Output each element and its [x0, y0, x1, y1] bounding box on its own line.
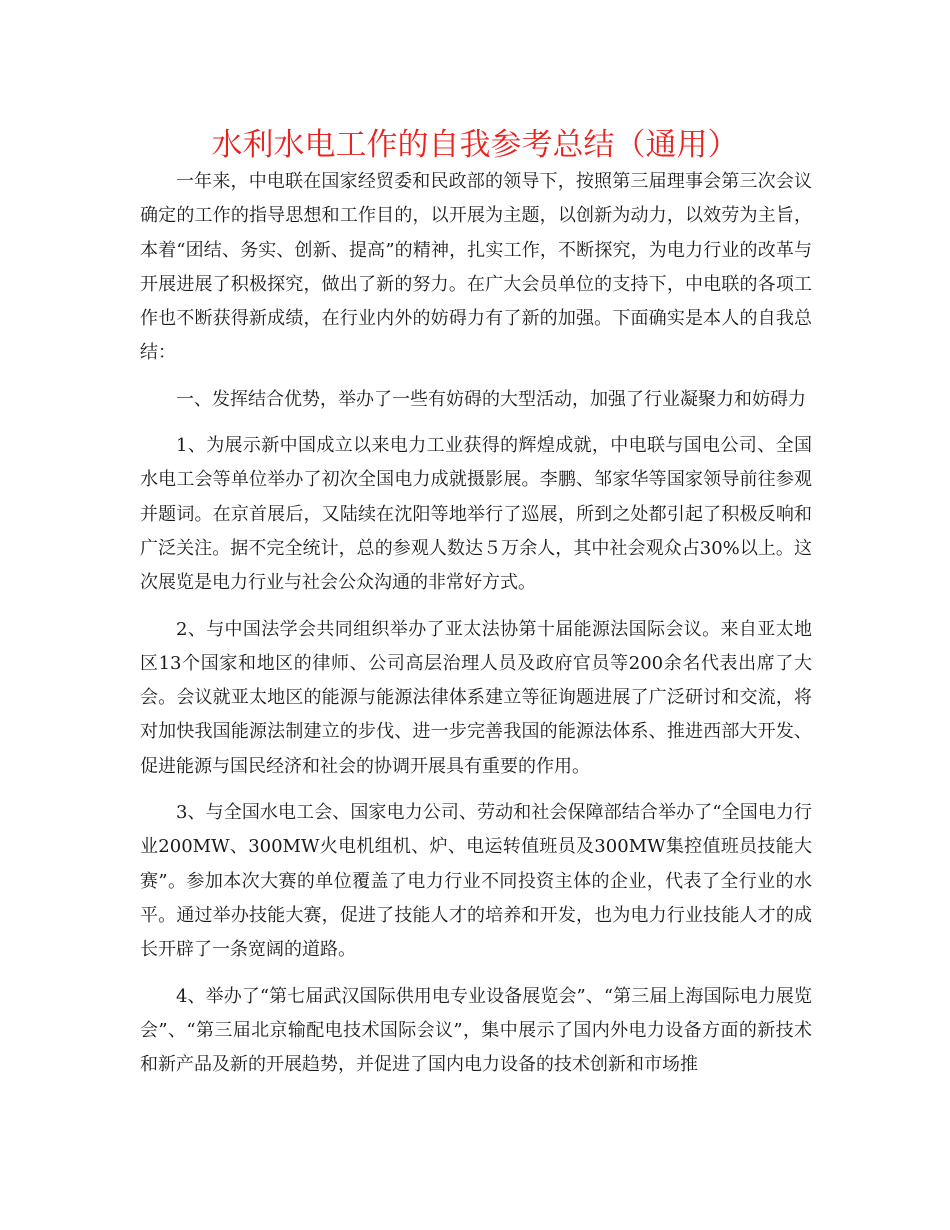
intro-paragraph: 一年来，中电联在国家经贸委和民政部的领导下，按照第三届理事会第三次会议确定的工作的指导思想和工作目的，以开展为主题，以创新为动力，以效劳为主旨，本着“团结、务实、创新、提高”的精神，扎实工作，不断探究，为电力行业的改革与开展进展了积极探究，做出了新的努力。在广大会员单位的支持下，中电联的各项工作也不断获得新成绩，在行业内外的妨碍力有了新的加强。下面确实是本人的自我总结：	[140, 171, 812, 364]
section-heading-1: 一、发挥结合优势，举办了一些有妨碍的大型活动，加强了行业凝聚力和妨碍力	[176, 388, 806, 410]
item-paragraph-4: 4、举办了“第七届武汉国际供用电专业设备展览会”、“第三届上海国际电力展览会”、“第三届北京输配电技术国际会议”，集中展示了国内外电力设备方面的新技术和新产品及新的开展趋势，并促进了国内电力设备的技术创新和市场推	[140, 985, 812, 1076]
item-paragraph-1: 1、为展示新中国成立以来电力工业获得的辉煌成就，中电联与国电公司、全国水电工会等单位举办了初次全国电力成就摄影展。李鹏、邹家华等国家领导前往参观并题词。在京首展后，又陆续在沈阳等地举行了巡展，所到之处都引起了积极反响和广泛关注。据不完全统计，总的参观人数达５万余人，其中社会观众占30%以上。这次展览是电力行业与社会公众沟通的非常好方式。	[140, 435, 812, 594]
item-paragraph-2: 2、与中国法学会共同组织举办了亚太法协第十届能源法国际会议。来自亚太地区13个国家和地区的律师、公司高层治理人员及政府官员等200余名代表出席了大会。会议就亚太地区的能源与能源法律体系建立等征询题进展了广泛研讨和交流，将对加快我国能源法制建立的步伐、进一步完善我国的能源法体系、推进西部大开发、促进能源与国民经济和社会的协调开展具有重要的作用。	[140, 618, 812, 777]
document-title: 水利水电工作的自我参考总结（通用）	[211, 127, 739, 163]
document-body	[140, 165, 812, 1082]
item-paragraph-3: 3、与全国水电工会、国家电力公司、劳动和社会保障部结合举办了“全国电力行业200MW、300MW火电机组机、炉、电运转值班员及300MW集控值班员技能大赛”。参加本次大赛的单位覆盖了电力行业不同投资主体的企业，代表了全行业的水平。通过举办技能大赛，促进了技能人才的培养和开发，也为电力行业技能人才的成长开辟了一条宽阔的道路。	[140, 802, 812, 961]
